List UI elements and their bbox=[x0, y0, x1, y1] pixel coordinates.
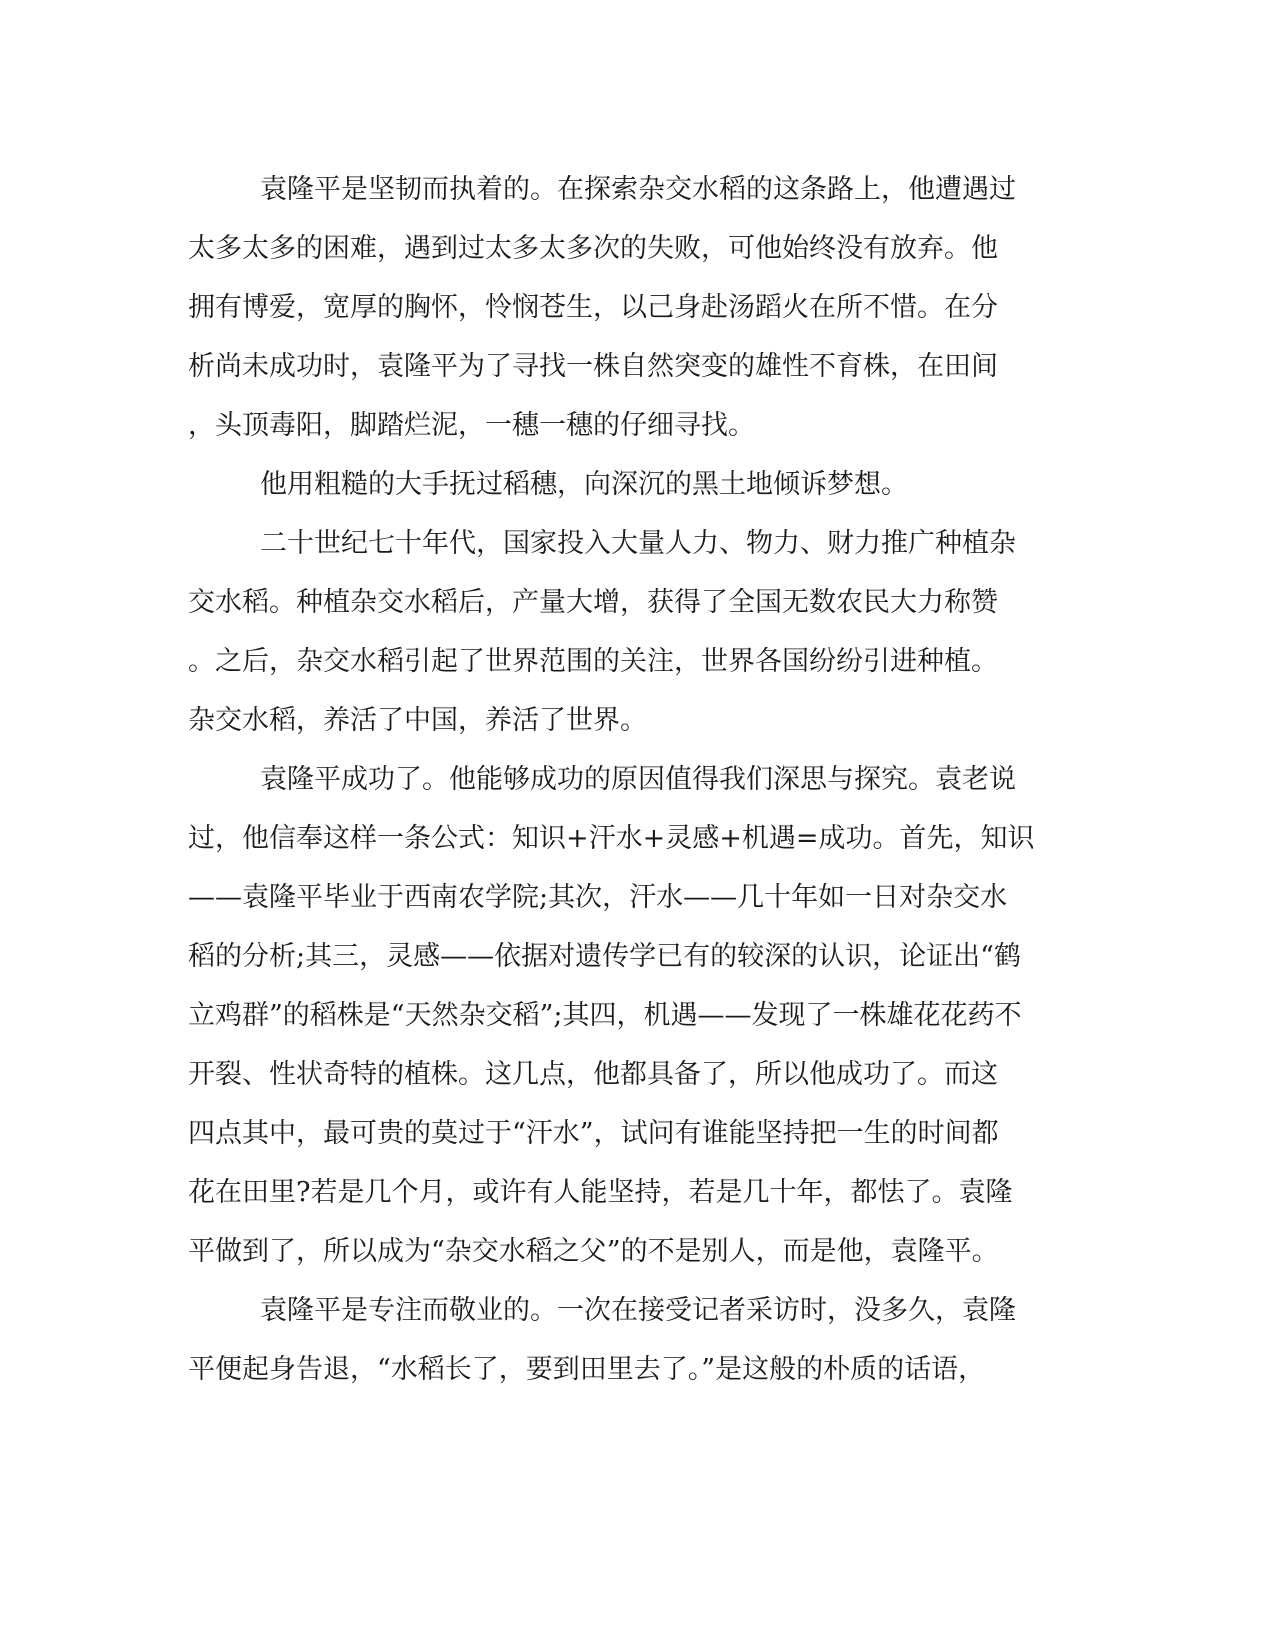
text-line: 二十世纪七十年代，国家投入大量人力、物力、财力推广种植杂 bbox=[260, 528, 1016, 559]
text-line: 析尚未成功时，袁隆平为了寻找一株自然突变的雄性不育株，在田间 bbox=[188, 351, 998, 382]
text-line: 过，他信奉这样一条公式：知识+汗水+灵感+机遇=成功。首先，知识 bbox=[188, 823, 1035, 854]
text-line: 平便起身告退，“水稻长了，要到田里去了。”是这般的朴质的话语， bbox=[188, 1354, 986, 1385]
text-line: 立鸡群”的稻株是“天然杂交稻”;其四，机遇——发现了一株雄花花药不 bbox=[188, 1000, 1022, 1031]
text-line: 拥有博爱，宽厚的胸怀，怜悯苍生，以己身赴汤蹈火在所不惜。在分 bbox=[188, 292, 998, 323]
text-line: 他用粗糙的大手抚过稻穗，向深沉的黑土地倾诉梦想。 bbox=[260, 469, 908, 500]
text-line: 四点其中，最可贵的莫过于“汗水”，试问有谁能坚持把一生的时间都 bbox=[188, 1118, 999, 1149]
text-line: ，头顶毒阳，脚踏烂泥，一穗一穗的仔细寻找。 bbox=[188, 410, 755, 441]
text-line: 稻的分析;其三，灵感——依据对遗传学已有的较深的认识，论证出“鹤 bbox=[188, 941, 1021, 972]
text-line: 开裂、性状奇特的植株。这几点，他都具备了，所以他成功了。而这 bbox=[188, 1059, 998, 1090]
text-line: 平做到了，所以成为“杂交水稻之父”的不是别人，而是他，袁隆平。 bbox=[188, 1236, 999, 1267]
text-line: 袁隆平是专注而敬业的。一次在接受记者采访时，没多久，袁隆 bbox=[260, 1295, 1016, 1326]
text-line: 太多太多的困难，遇到过太多太多次的失败，可他始终没有放弃。他 bbox=[188, 233, 998, 264]
text-line: 花在田里?若是几个月，或许有人能坚持，若是几十年，都怯了。袁隆 bbox=[188, 1177, 1013, 1208]
text-line: 。之后，杂交水稻引起了世界范围的关注，世界各国纷纷引进种植。 bbox=[188, 646, 998, 677]
text-line: ——袁隆平毕业于西南农学院;其次，汗水——几十年如一日对杂交水 bbox=[188, 882, 1008, 913]
text-line: 交水稻。种植杂交水稻后，产量大增，获得了全国无数农民大力称赞 bbox=[188, 587, 998, 618]
text-line: 袁隆平成功了。他能够成功的原因值得我们深思与探究。袁老说 bbox=[260, 764, 1016, 795]
text-line: 袁隆平是坚韧而执着的。在探索杂交水稻的这条路上，他遭遇过 bbox=[260, 174, 1016, 205]
document-body bbox=[188, 160, 1068, 1399]
text-line: 杂交水稻，养活了中国，养活了世界。 bbox=[188, 705, 647, 736]
